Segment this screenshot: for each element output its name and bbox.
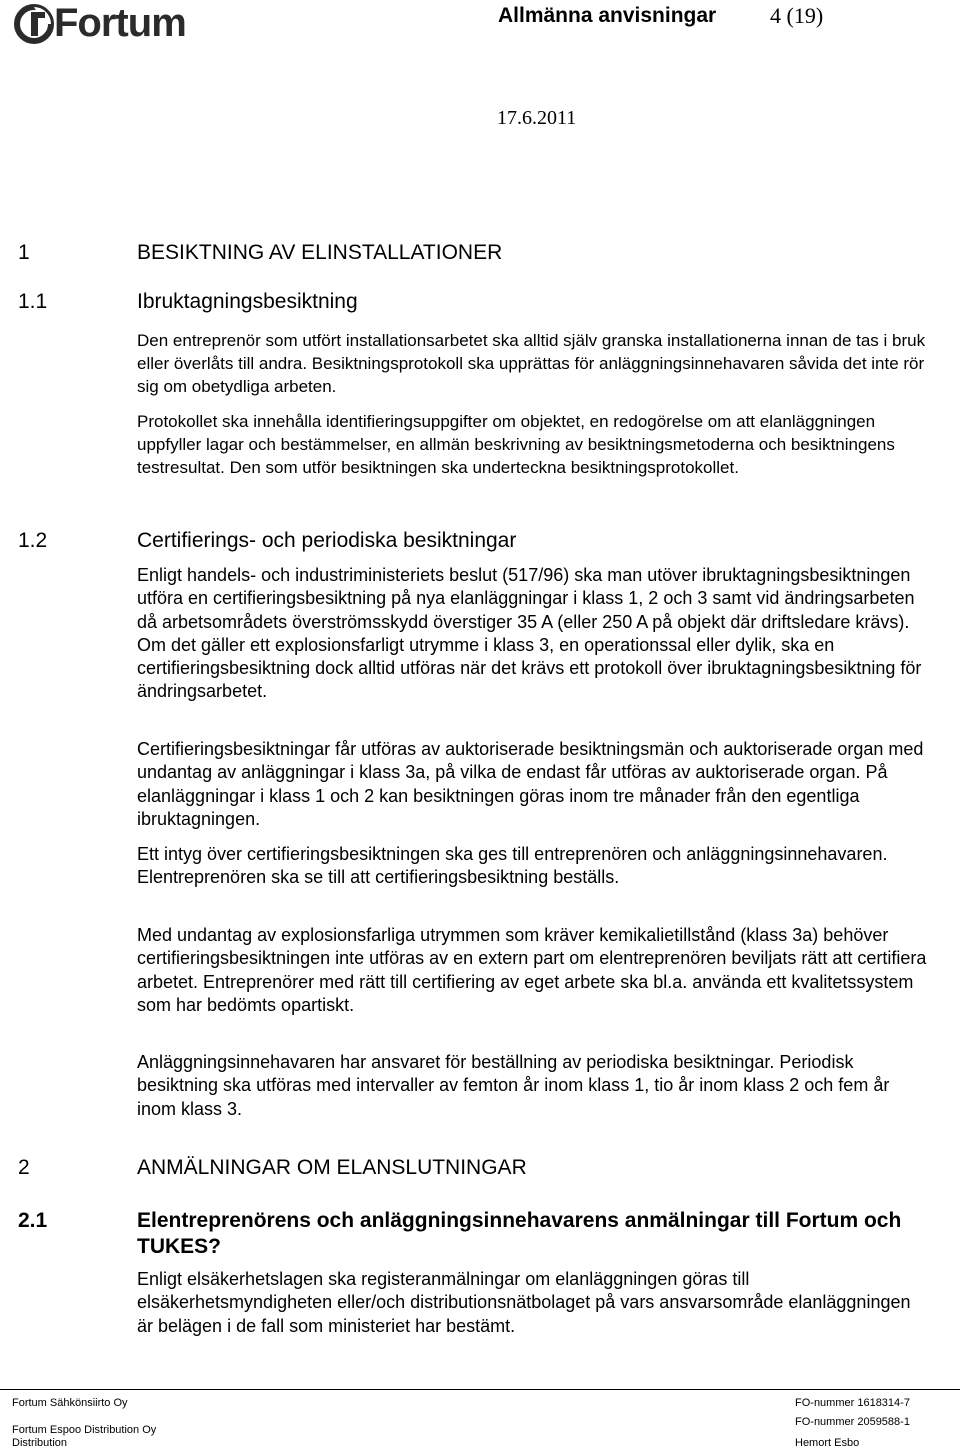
section-1-2-paragraph-2: Certifieringsbesiktningar får utföras av auktoriserade besiktningsmän och auktoriserade organ med undantag av anläggningar i klass 3a, på vilka de endast får utföras av auktoriserade organ. På elanläggningar i klass 1 och 2 kan besiktningen göras inom tre månader från den egentliga ibruktagningen. bbox=[137, 739, 924, 829]
footer-city: Hemort Esbo bbox=[795, 1437, 860, 1449]
logo-wordmark: Fortum bbox=[54, 1, 186, 45]
section-1-1-paragraph-1: Den entreprenör som utfört installationsarbetet ska alltid själv granska installationerna innan de tas i bruk eller överlåts till andra. Besiktningsprotokoll ska upprättas för anläggningsinnehavaren såvida det inte rör sig om obetydliga arbeten. bbox=[137, 331, 926, 396]
footer-divider bbox=[0, 1389, 960, 1390]
document-date: 17.6.2011 bbox=[497, 107, 577, 129]
document-title: Allmänna anvisningar bbox=[498, 4, 717, 27]
section-1-2-paragraph-5: Anläggningsinnehavaren har ansvaret för beställning av periodiska besiktningar. Periodisk besiktning ska utföras med intervaller av femton år inom klass 1, tio år inom klass 2 och fem år inom klass 3. bbox=[137, 1052, 890, 1119]
footer-company-3: Distribution bbox=[12, 1437, 68, 1449]
section-2-1-title: Elentreprenörens och anläggningsinnehavarens anmälningar till Fortum och TUKES? bbox=[137, 1209, 902, 1258]
section-1-2-title: Certifierings- och periodiska besiktningar bbox=[137, 529, 517, 552]
section-2-1-paragraph-1: Enligt elsäkerhetslagen ska registeranmälningar om elanläggningen göras till elsäkerhetsmyndigheten eller/och distributionsnätbolaget på vars ansvarsområde elanläggningen är belägen i de fall som ministeriet har bestämt. bbox=[137, 1269, 911, 1336]
footer-company-2: Fortum Espoo Distribution Oy bbox=[12, 1424, 157, 1436]
footer-company-1: Fortum Sähkönsiirto Oy bbox=[12, 1397, 128, 1409]
page-number: 4 (19) bbox=[770, 3, 824, 28]
section-1-1-number: 1.1 bbox=[18, 290, 48, 313]
section-2-number: 2 bbox=[18, 1156, 30, 1179]
fortum-logo-icon bbox=[14, 2, 54, 46]
section-1-1-title: Ibruktagningsbesiktning bbox=[137, 290, 358, 313]
section-1-title: BESIKTNING AV ELINSTALLATIONER bbox=[137, 241, 503, 264]
section-1-2-number: 1.2 bbox=[18, 529, 48, 552]
section-1-2-paragraph-4: Med undantag av explosionsfarliga utrymmen som kräver kemikalietillstånd (klass 3a) behöver certifieringsbesiktningen inte utföras av en extern part om elentreprenören beviljats rätt att certifiera arbetet. Entreprenörer med rätt till certifiering av eget arbete ska bl.a. använda ett kvalitetssystem som har bedömts opartiskt. bbox=[137, 925, 927, 1015]
footer-fo-number-2: FO-nummer 2059588-1 bbox=[795, 1416, 910, 1428]
footer-fo-number-1: FO-nummer 1618314-7 bbox=[795, 1397, 910, 1409]
section-2-1-number: 2.1 bbox=[18, 1209, 48, 1232]
section-2-title: ANMÄLNINGAR OM ELANSLUTNINGAR bbox=[137, 1156, 527, 1179]
section-1-number: 1 bbox=[18, 241, 30, 264]
section-1-1-paragraph-2: Protokollet ska innehålla identifieringsuppgifter om objektet, en redogörelse om att elanläggningen uppfyller lagar och bestämmelser, en allmän beskrivning av besiktningsmetoderna och besiktningens testresultat. Den som utför besiktningen ska underteckna besiktningsprotokollet. bbox=[137, 412, 895, 477]
section-1-2-paragraph-1: Enligt handels- och industriministeriets beslut (517/96) ska man utöver ibruktagningsbesiktningen utföra en certifieringsbesiktning på nya elanläggningar i klass 1, 2 och 3 samt vid ändringsarbeten då arbetsområdets överströmsskydd överstiger 35 A (eller 250 A på objekt där driftsledare krävs). Om det gäller ett explosionsfarligt utrymme i klass 3, en operationssal eller dylik, ska en certifieringsbesiktning dock alltid utföras när det krävs ett protokoll över ibruktagningsbesiktning för ändringsarbetet. bbox=[137, 565, 922, 702]
fortum-logo bbox=[14, 2, 204, 46]
section-1-2-paragraph-3: Ett intyg över certifieringsbesiktningen ska ges till entreprenören och anläggningsinnehavaren. Elentreprenören ska se till att certifieringsbesiktning beställs. bbox=[137, 844, 888, 888]
